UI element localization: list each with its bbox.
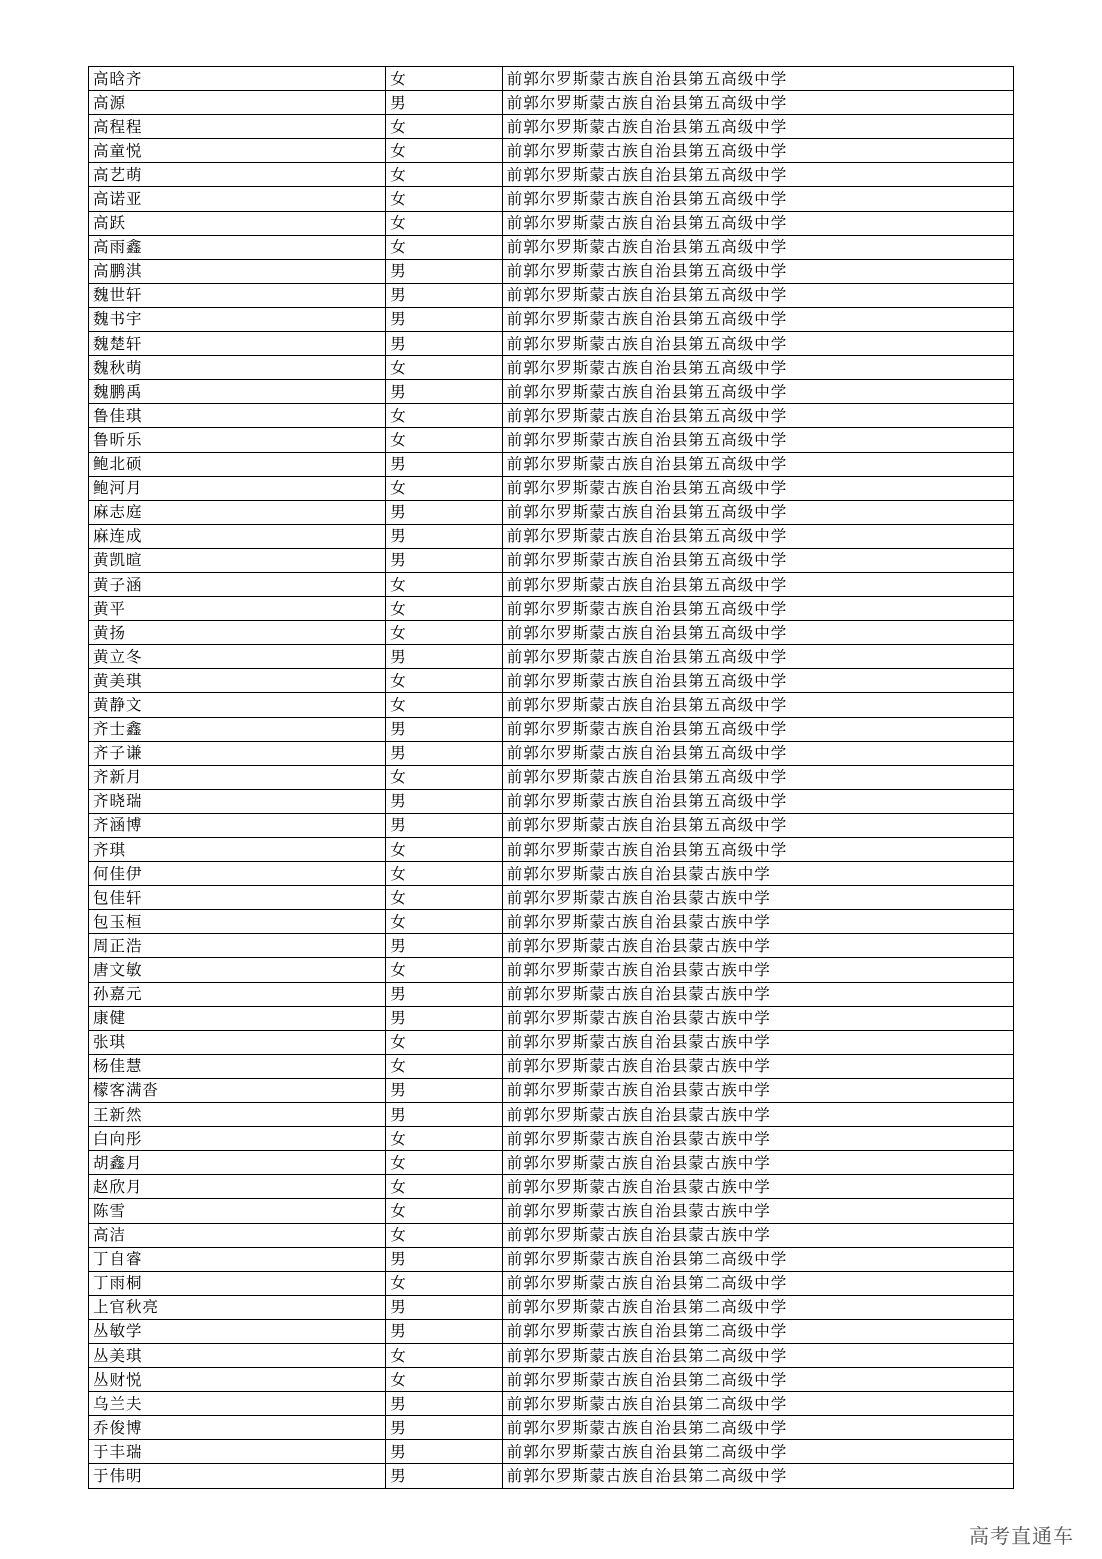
school-cell: 前郭尔罗斯蒙古族自治县第五高级中学	[502, 524, 1013, 548]
table-row	[89, 717, 1014, 741]
name-cell: 高艺萌	[89, 163, 386, 187]
table-row	[89, 332, 1014, 356]
gender-cell: 男	[386, 500, 503, 524]
table-row	[89, 669, 1014, 693]
table-row	[89, 1151, 1014, 1175]
gender-cell: 女	[386, 838, 503, 862]
table-row	[89, 1295, 1014, 1319]
table-row	[89, 1103, 1014, 1127]
gender-cell: 女	[386, 1368, 503, 1392]
school-cell: 前郭尔罗斯蒙古族自治县第二高级中学	[502, 1343, 1013, 1367]
name-cell: 于丰瑞	[89, 1440, 386, 1464]
gender-cell: 男	[386, 717, 503, 741]
name-cell: 于伟明	[89, 1464, 386, 1488]
name-cell: 黄凯暄	[89, 548, 386, 572]
gender-cell: 男	[386, 332, 503, 356]
name-cell: 黄扬	[89, 621, 386, 645]
school-cell: 前郭尔罗斯蒙古族自治县第五高级中学	[502, 307, 1013, 331]
table-row	[89, 115, 1014, 139]
gender-cell: 女	[386, 115, 503, 139]
school-cell: 前郭尔罗斯蒙古族自治县第五高级中学	[502, 717, 1013, 741]
table-row	[89, 1247, 1014, 1271]
gender-cell: 女	[386, 139, 503, 163]
name-cell: 鲍河月	[89, 476, 386, 500]
name-cell: 黄子涵	[89, 572, 386, 596]
name-cell: 乔俊博	[89, 1416, 386, 1440]
gender-cell: 女	[386, 404, 503, 428]
gender-cell: 男	[386, 548, 503, 572]
name-cell: 高晗齐	[89, 67, 386, 91]
school-cell: 前郭尔罗斯蒙古族自治县第五高级中学	[502, 621, 1013, 645]
table-row	[89, 838, 1014, 862]
school-cell: 前郭尔罗斯蒙古族自治县蒙古族中学	[502, 1054, 1013, 1078]
table-row	[89, 1030, 1014, 1054]
table-row	[89, 67, 1014, 91]
school-cell: 前郭尔罗斯蒙古族自治县第二高级中学	[502, 1392, 1013, 1416]
name-cell: 鲁佳琪	[89, 404, 386, 428]
table-row	[89, 1416, 1014, 1440]
name-cell: 黄美琪	[89, 669, 386, 693]
gender-cell: 男	[386, 741, 503, 765]
school-cell: 前郭尔罗斯蒙古族自治县第二高级中学	[502, 1440, 1013, 1464]
table-row	[89, 548, 1014, 572]
table-row	[89, 645, 1014, 669]
gender-cell: 女	[386, 572, 503, 596]
gender-cell: 女	[386, 1030, 503, 1054]
table-row	[89, 1440, 1014, 1464]
school-cell: 前郭尔罗斯蒙古族自治县第五高级中学	[502, 91, 1013, 115]
school-cell: 前郭尔罗斯蒙古族自治县第五高级中学	[502, 789, 1013, 813]
school-cell: 前郭尔罗斯蒙古族自治县第五高级中学	[502, 813, 1013, 837]
table-row	[89, 500, 1014, 524]
school-cell: 前郭尔罗斯蒙古族自治县第五高级中学	[502, 765, 1013, 789]
name-cell: 王新然	[89, 1103, 386, 1127]
table-row	[89, 211, 1014, 235]
gender-cell: 女	[386, 765, 503, 789]
gender-cell: 女	[386, 67, 503, 91]
table-row	[89, 1006, 1014, 1030]
name-cell: 魏世轩	[89, 283, 386, 307]
school-cell: 前郭尔罗斯蒙古族自治县第五高级中学	[502, 645, 1013, 669]
name-cell: 高雨鑫	[89, 235, 386, 259]
table-row	[89, 1175, 1014, 1199]
school-cell: 前郭尔罗斯蒙古族自治县蒙古族中学	[502, 1199, 1013, 1223]
table-row	[89, 91, 1014, 115]
gender-cell: 男	[386, 1440, 503, 1464]
table-row	[89, 428, 1014, 452]
school-cell: 前郭尔罗斯蒙古族自治县第五高级中学	[502, 163, 1013, 187]
table-row	[89, 139, 1014, 163]
gender-cell: 男	[386, 1247, 503, 1271]
gender-cell: 男	[386, 283, 503, 307]
name-cell: 齐晓瑞	[89, 789, 386, 813]
table-row	[89, 1464, 1014, 1488]
name-cell: 胡鑫月	[89, 1151, 386, 1175]
school-cell: 前郭尔罗斯蒙古族自治县第五高级中学	[502, 259, 1013, 283]
gender-cell: 男	[386, 1006, 503, 1030]
school-cell: 前郭尔罗斯蒙古族自治县第五高级中学	[502, 380, 1013, 404]
table-row	[89, 982, 1014, 1006]
name-cell: 高程程	[89, 115, 386, 139]
school-cell: 前郭尔罗斯蒙古族自治县第二高级中学	[502, 1247, 1013, 1271]
gender-cell: 男	[386, 1103, 503, 1127]
school-cell: 前郭尔罗斯蒙古族自治县第五高级中学	[502, 115, 1013, 139]
name-cell: 齐子谦	[89, 741, 386, 765]
name-cell: 齐新月	[89, 765, 386, 789]
name-cell: 高洁	[89, 1223, 386, 1247]
name-cell: 高童悦	[89, 139, 386, 163]
gender-cell: 女	[386, 163, 503, 187]
table-row	[89, 163, 1014, 187]
table-row	[89, 1343, 1014, 1367]
gender-cell: 女	[386, 476, 503, 500]
school-cell: 前郭尔罗斯蒙古族自治县蒙古族中学	[502, 862, 1013, 886]
name-cell: 鲁昕乐	[89, 428, 386, 452]
gender-cell: 女	[386, 235, 503, 259]
gender-cell: 男	[386, 524, 503, 548]
school-cell: 前郭尔罗斯蒙古族自治县第二高级中学	[502, 1416, 1013, 1440]
school-cell: 前郭尔罗斯蒙古族自治县蒙古族中学	[502, 1006, 1013, 1030]
gender-cell: 男	[386, 645, 503, 669]
name-cell: 檬客满沓	[89, 1078, 386, 1102]
name-cell: 麻连成	[89, 524, 386, 548]
school-cell: 前郭尔罗斯蒙古族自治县第二高级中学	[502, 1271, 1013, 1295]
name-cell: 康健	[89, 1006, 386, 1030]
name-cell: 丛敏学	[89, 1319, 386, 1343]
table-row	[89, 283, 1014, 307]
school-cell: 前郭尔罗斯蒙古族自治县第五高级中学	[502, 404, 1013, 428]
gender-cell: 男	[386, 789, 503, 813]
school-cell: 前郭尔罗斯蒙古族自治县第五高级中学	[502, 500, 1013, 524]
school-cell: 前郭尔罗斯蒙古族自治县第五高级中学	[502, 139, 1013, 163]
table-row	[89, 741, 1014, 765]
table-row	[89, 404, 1014, 428]
gender-cell: 女	[386, 187, 503, 211]
gender-cell: 男	[386, 934, 503, 958]
gender-cell: 男	[386, 1078, 503, 1102]
school-cell: 前郭尔罗斯蒙古族自治县蒙古族中学	[502, 1151, 1013, 1175]
gender-cell: 男	[386, 813, 503, 837]
table-row	[89, 886, 1014, 910]
table-row	[89, 1368, 1014, 1392]
school-cell: 前郭尔罗斯蒙古族自治县第五高级中学	[502, 476, 1013, 500]
name-cell: 麻志庭	[89, 500, 386, 524]
gender-cell: 男	[386, 1319, 503, 1343]
gender-cell: 女	[386, 1054, 503, 1078]
table-row	[89, 259, 1014, 283]
school-cell: 前郭尔罗斯蒙古族自治县蒙古族中学	[502, 910, 1013, 934]
gender-cell: 男	[386, 982, 503, 1006]
table-row	[89, 910, 1014, 934]
school-cell: 前郭尔罗斯蒙古族自治县蒙古族中学	[502, 934, 1013, 958]
gender-cell: 男	[386, 1416, 503, 1440]
table-row	[89, 1078, 1014, 1102]
name-cell: 齐琪	[89, 838, 386, 862]
gender-cell: 男	[386, 1464, 503, 1488]
gender-cell: 女	[386, 621, 503, 645]
gender-cell: 女	[386, 1151, 503, 1175]
table-row	[89, 597, 1014, 621]
gender-cell: 女	[386, 1127, 503, 1151]
gender-cell: 女	[386, 356, 503, 380]
table-row	[89, 813, 1014, 837]
name-cell: 包佳轩	[89, 886, 386, 910]
roster-table	[88, 66, 1014, 1489]
gender-cell: 女	[386, 862, 503, 886]
table-row	[89, 1271, 1014, 1295]
name-cell: 何佳伊	[89, 862, 386, 886]
name-cell: 魏书宇	[89, 307, 386, 331]
gender-cell: 女	[386, 669, 503, 693]
name-cell: 白向彤	[89, 1127, 386, 1151]
gender-cell: 女	[386, 1223, 503, 1247]
school-cell: 前郭尔罗斯蒙古族自治县蒙古族中学	[502, 1078, 1013, 1102]
school-cell: 前郭尔罗斯蒙古族自治县第二高级中学	[502, 1319, 1013, 1343]
name-cell: 上官秋亮	[89, 1295, 386, 1319]
table-row	[89, 380, 1014, 404]
school-cell: 前郭尔罗斯蒙古族自治县第五高级中学	[502, 67, 1013, 91]
school-cell: 前郭尔罗斯蒙古族自治县蒙古族中学	[502, 1127, 1013, 1151]
gender-cell: 女	[386, 211, 503, 235]
name-cell: 高跃	[89, 211, 386, 235]
school-cell: 前郭尔罗斯蒙古族自治县第二高级中学	[502, 1464, 1013, 1488]
table-row	[89, 693, 1014, 717]
name-cell: 魏鹏禹	[89, 380, 386, 404]
gender-cell: 女	[386, 597, 503, 621]
name-cell: 黄静文	[89, 693, 386, 717]
gender-cell: 女	[386, 1343, 503, 1367]
name-cell: 唐文敏	[89, 958, 386, 982]
name-cell: 齐涵博	[89, 813, 386, 837]
school-cell: 前郭尔罗斯蒙古族自治县第五高级中学	[502, 283, 1013, 307]
name-cell: 高源	[89, 91, 386, 115]
table-row	[89, 476, 1014, 500]
school-cell: 前郭尔罗斯蒙古族自治县第五高级中学	[502, 235, 1013, 259]
gender-cell: 女	[386, 693, 503, 717]
school-cell: 前郭尔罗斯蒙古族自治县第五高级中学	[502, 428, 1013, 452]
gender-cell: 女	[386, 1175, 503, 1199]
name-cell: 高鹏淇	[89, 259, 386, 283]
name-cell: 齐士鑫	[89, 717, 386, 741]
table-row	[89, 235, 1014, 259]
school-cell: 前郭尔罗斯蒙古族自治县蒙古族中学	[502, 1223, 1013, 1247]
table-row	[89, 789, 1014, 813]
watermark: 高考直通车	[969, 1524, 1074, 1548]
gender-cell: 男	[386, 259, 503, 283]
school-cell: 前郭尔罗斯蒙古族自治县第二高级中学	[502, 1368, 1013, 1392]
table-row	[89, 524, 1014, 548]
name-cell: 包玉桓	[89, 910, 386, 934]
table-row	[89, 452, 1014, 476]
table-row	[89, 1199, 1014, 1223]
name-cell: 周正浩	[89, 934, 386, 958]
name-cell: 鲍北硕	[89, 452, 386, 476]
table-row	[89, 572, 1014, 596]
school-cell: 前郭尔罗斯蒙古族自治县第五高级中学	[502, 452, 1013, 476]
name-cell: 魏秋萌	[89, 356, 386, 380]
school-cell: 前郭尔罗斯蒙古族自治县蒙古族中学	[502, 958, 1013, 982]
table-row	[89, 862, 1014, 886]
name-cell: 丛美琪	[89, 1343, 386, 1367]
gender-cell: 男	[386, 380, 503, 404]
gender-cell: 女	[386, 910, 503, 934]
name-cell: 张琪	[89, 1030, 386, 1054]
table-row	[89, 1127, 1014, 1151]
table-row	[89, 934, 1014, 958]
table-row	[89, 356, 1014, 380]
school-cell: 前郭尔罗斯蒙古族自治县蒙古族中学	[502, 982, 1013, 1006]
name-cell: 乌兰夫	[89, 1392, 386, 1416]
table-row	[89, 621, 1014, 645]
gender-cell: 女	[386, 1199, 503, 1223]
name-cell: 黄立冬	[89, 645, 386, 669]
school-cell: 前郭尔罗斯蒙古族自治县第五高级中学	[502, 741, 1013, 765]
name-cell: 丛财悦	[89, 1368, 386, 1392]
school-cell: 前郭尔罗斯蒙古族自治县第五高级中学	[502, 693, 1013, 717]
name-cell: 丁自睿	[89, 1247, 386, 1271]
name-cell: 魏楚轩	[89, 332, 386, 356]
school-cell: 前郭尔罗斯蒙古族自治县第五高级中学	[502, 332, 1013, 356]
gender-cell: 男	[386, 1295, 503, 1319]
school-cell: 前郭尔罗斯蒙古族自治县第五高级中学	[502, 356, 1013, 380]
school-cell: 前郭尔罗斯蒙古族自治县第二高级中学	[502, 1295, 1013, 1319]
gender-cell: 女	[386, 428, 503, 452]
gender-cell: 男	[386, 91, 503, 115]
school-cell: 前郭尔罗斯蒙古族自治县第五高级中学	[502, 669, 1013, 693]
name-cell: 丁雨桐	[89, 1271, 386, 1295]
school-cell: 前郭尔罗斯蒙古族自治县蒙古族中学	[502, 1175, 1013, 1199]
school-cell: 前郭尔罗斯蒙古族自治县第五高级中学	[502, 597, 1013, 621]
school-cell: 前郭尔罗斯蒙古族自治县蒙古族中学	[502, 886, 1013, 910]
name-cell: 黄平	[89, 597, 386, 621]
table-row	[89, 1392, 1014, 1416]
roster-body	[89, 67, 1014, 1489]
school-cell: 前郭尔罗斯蒙古族自治县第五高级中学	[502, 548, 1013, 572]
table-row	[89, 765, 1014, 789]
gender-cell: 男	[386, 307, 503, 331]
name-cell: 赵欣月	[89, 1175, 386, 1199]
school-cell: 前郭尔罗斯蒙古族自治县第五高级中学	[502, 838, 1013, 862]
name-cell: 孙嘉元	[89, 982, 386, 1006]
school-cell: 前郭尔罗斯蒙古族自治县第五高级中学	[502, 187, 1013, 211]
name-cell: 杨佳慧	[89, 1054, 386, 1078]
gender-cell: 女	[386, 1271, 503, 1295]
table-row	[89, 1319, 1014, 1343]
table-row	[89, 1223, 1014, 1247]
table-row	[89, 1054, 1014, 1078]
school-cell: 前郭尔罗斯蒙古族自治县第五高级中学	[502, 211, 1013, 235]
table-row	[89, 958, 1014, 982]
name-cell: 高诺亚	[89, 187, 386, 211]
table-row	[89, 307, 1014, 331]
school-cell: 前郭尔罗斯蒙古族自治县蒙古族中学	[502, 1030, 1013, 1054]
gender-cell: 男	[386, 452, 503, 476]
school-cell: 前郭尔罗斯蒙古族自治县第五高级中学	[502, 572, 1013, 596]
table-row	[89, 187, 1014, 211]
gender-cell: 女	[386, 886, 503, 910]
gender-cell: 男	[386, 1392, 503, 1416]
name-cell: 陈雪	[89, 1199, 386, 1223]
gender-cell: 女	[386, 958, 503, 982]
school-cell: 前郭尔罗斯蒙古族自治县蒙古族中学	[502, 1103, 1013, 1127]
